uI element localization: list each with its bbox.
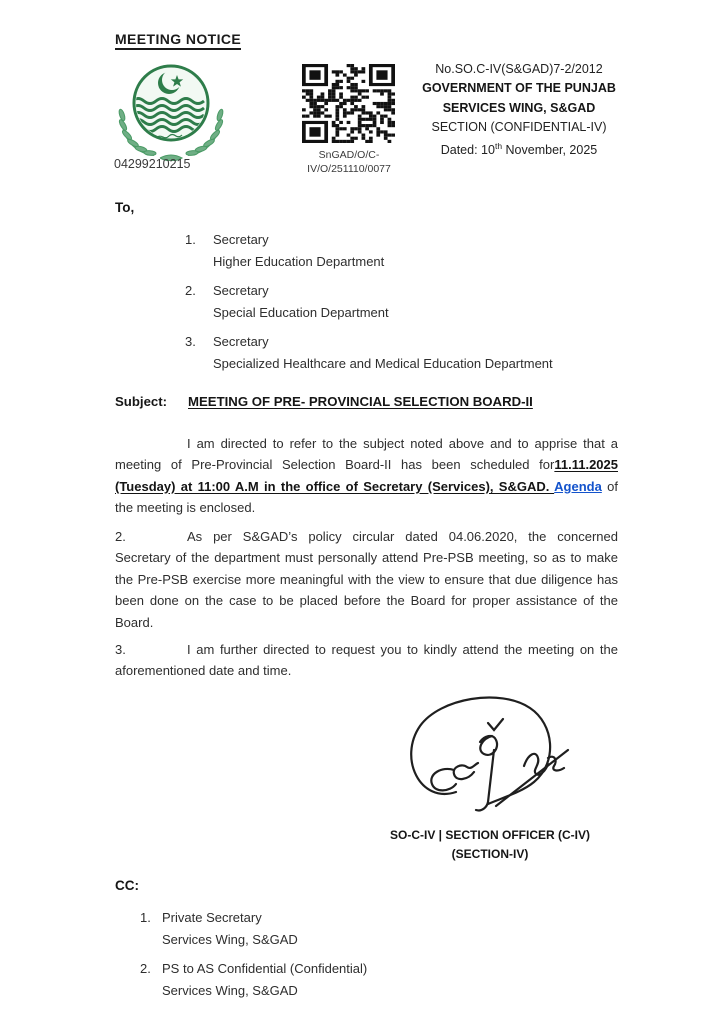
paragraph-number: 3.	[115, 642, 126, 657]
subject-text: MEETING OF PRE- PROVINCIAL SELECTION BOARD-II	[188, 394, 533, 409]
paragraph-number: 2.	[115, 529, 126, 544]
cc-text: PS to AS Confidential (Confidential) Services Wing, S&GAD	[162, 961, 368, 998]
cc-label: CC:	[115, 878, 139, 893]
government-name: GOVERNMENT OF THE PUNJAB	[422, 81, 616, 96]
recipient-text: Secretary Specialized Healthcare and Medical Education Department	[213, 334, 553, 371]
reference-number: No.SO.C-IV(S&GAD)7-2/2012	[435, 62, 603, 76]
recipient-text: Secretary Special Education Department	[213, 283, 389, 320]
recipient-item	[185, 280, 620, 323]
paragraph-3: 3. I am further directed to request you to kindly attend the meeting on the aforementioned date and time.	[115, 639, 618, 682]
cc-item	[140, 907, 620, 950]
qr-code	[302, 64, 395, 143]
recipient-item	[185, 331, 620, 374]
agenda-link[interactable]: Agenda	[554, 478, 602, 494]
cc-number: 2.	[140, 961, 151, 976]
subject-label: Subject:	[115, 394, 168, 409]
meeting-datetime-venue: 11.11.2025 (Tuesday) at 11:00 A.M in the office of Secretary (Services), S&GAD.	[115, 457, 618, 494]
cc-item	[140, 958, 620, 1001]
cc-number: 1.	[140, 910, 151, 925]
document-title: MEETING NOTICE	[115, 31, 241, 50]
to-label: To,	[115, 200, 135, 215]
recipient-number: 2.	[185, 283, 196, 298]
recipients-list	[115, 229, 620, 382]
signatory-section: (SECTION-IV)	[451, 847, 529, 861]
qr-caption	[282, 149, 416, 176]
paragraph-1: I am directed to refer to the subject noted above and to apprise that a meeting of Pre-Provincial Selection Board-II has been scheduled for11.11.2025 (Tuesday) at 11:00 A.M in the office of Secretary (Services), S&GAD. Agenda of the meeting is enclosed.	[115, 436, 618, 516]
wing-name: SERVICES WING, S&GAD	[442, 100, 596, 115]
handwritten-signature	[396, 688, 584, 820]
recipient-number: 3.	[185, 334, 196, 349]
dated-line: Dated: 10th November, 2025	[440, 141, 598, 158]
paragraph-2: 2. As per S&GAD’s policy circular dated 04.06.2020, the concerned Secretary of the department must personally attend Pre-PSB meeting, so as to make the Pre-PSB exercise more meaningful with the view to ensure that due diligence has been done on the case to be placed before the Board for proper assistance of the Board.	[115, 526, 618, 633]
qr-caption-line1: SnGAD/O/C-	[318, 149, 380, 161]
qr-caption-line2: IV/O/251110/0077	[307, 162, 391, 175]
cc-list	[115, 907, 620, 1009]
punjab-government-emblem-logo	[110, 57, 232, 161]
signatory-block	[360, 826, 620, 864]
document-serial-number: 04299210215	[114, 157, 191, 171]
recipient-number: 1.	[185, 232, 196, 247]
recipient-item	[185, 229, 620, 272]
cc-text: Private Secretary Services Wing, S&GAD	[162, 910, 298, 947]
recipient-text: Secretary Higher Education Department	[213, 232, 385, 269]
section-name: SECTION (CONFIDENTIAL-IV)	[431, 119, 607, 134]
letterhead-reference-block	[416, 60, 622, 161]
signatory-title: SO-C-IV | SECTION OFFICER (C-IV)	[389, 828, 591, 842]
subject-row	[115, 394, 620, 409]
